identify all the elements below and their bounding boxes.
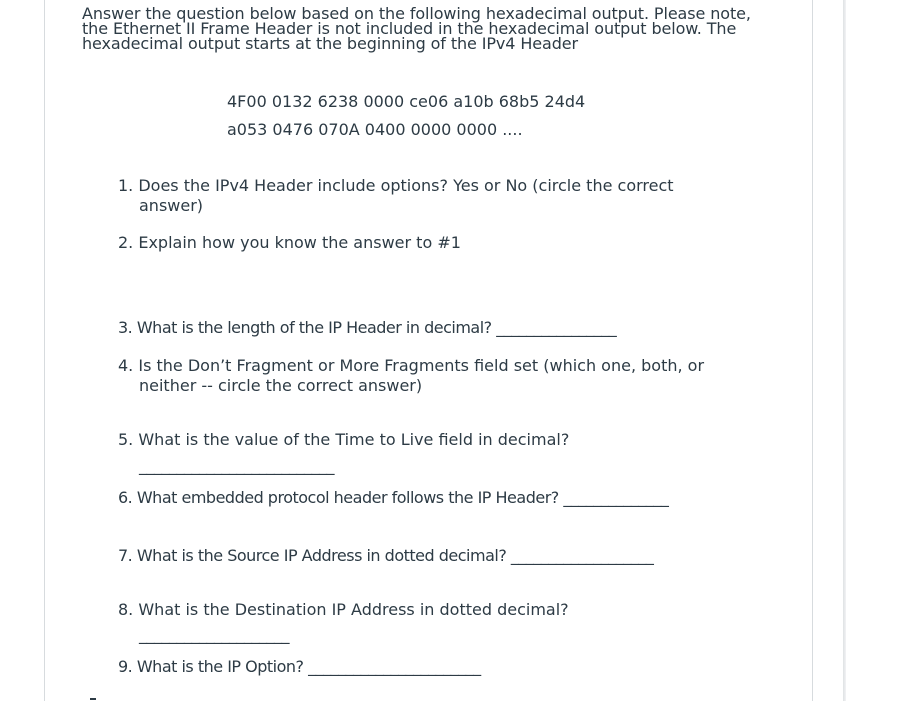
question-6: [118, 488, 758, 508]
hex-output-line-2: a053 0476 070A 0400 0000 0000 ....: [227, 120, 523, 139]
question-4-text: 4. Is the Don’t Fragment or More Fragments field set (which one, both, or: [118, 356, 705, 375]
question-2: [118, 233, 758, 253]
question-2-text: 2. Explain how you know the answer to #1: [118, 233, 461, 252]
question-1-text-cont: answer): [139, 196, 204, 215]
question-4-text-cont: neither -- circle the correct answer): [139, 376, 423, 395]
question-6-text: 6. What embedded protocol header follows the IP Header? ______________: [118, 488, 669, 507]
question-4: [118, 356, 758, 396]
question-7: [118, 546, 758, 566]
question-9: [118, 657, 758, 677]
page-shadow: [843, 0, 846, 701]
question-3-text: 3. What is the length of the IP Header in decimal? ________________: [118, 318, 617, 337]
question-8-text: 8. What is the Destination IP Address in dotted decimal?: [118, 600, 569, 619]
text-cursor-mark: [90, 698, 96, 700]
question-1: [118, 176, 758, 216]
question-9-text: 9. What is the IP Option? _______________________: [118, 657, 481, 676]
question-5-text: 5. What is the value of the Time to Live field in decimal?: [118, 430, 570, 449]
hex-output-line-1: 4F00 0132 6238 0000 ce06 a10b 68b5 24d4: [227, 92, 586, 111]
question-8: [118, 600, 758, 620]
question-5-answer-blank: __________________________: [139, 456, 334, 475]
instructions-text: Answer the question below based on the following hexadecimal output. Please note, the Ethernet II Frame Header is not included in the hexadecimal output below. The hexadecimal output starts at the beginning of the IPv4 Header: [82, 4, 751, 53]
question-8-answer-blank: ____________________: [139, 625, 289, 644]
question-1-text: 1. Does the IPv4 Header include options? Yes or No (circle the correct: [118, 176, 674, 195]
page-border-right: [812, 0, 813, 701]
page-border-left: [44, 0, 45, 701]
question-7-text: 7. What is the Source IP Address in dotted decimal? ___________________: [118, 546, 654, 565]
question-3: [118, 318, 758, 338]
question-5: [118, 430, 758, 450]
